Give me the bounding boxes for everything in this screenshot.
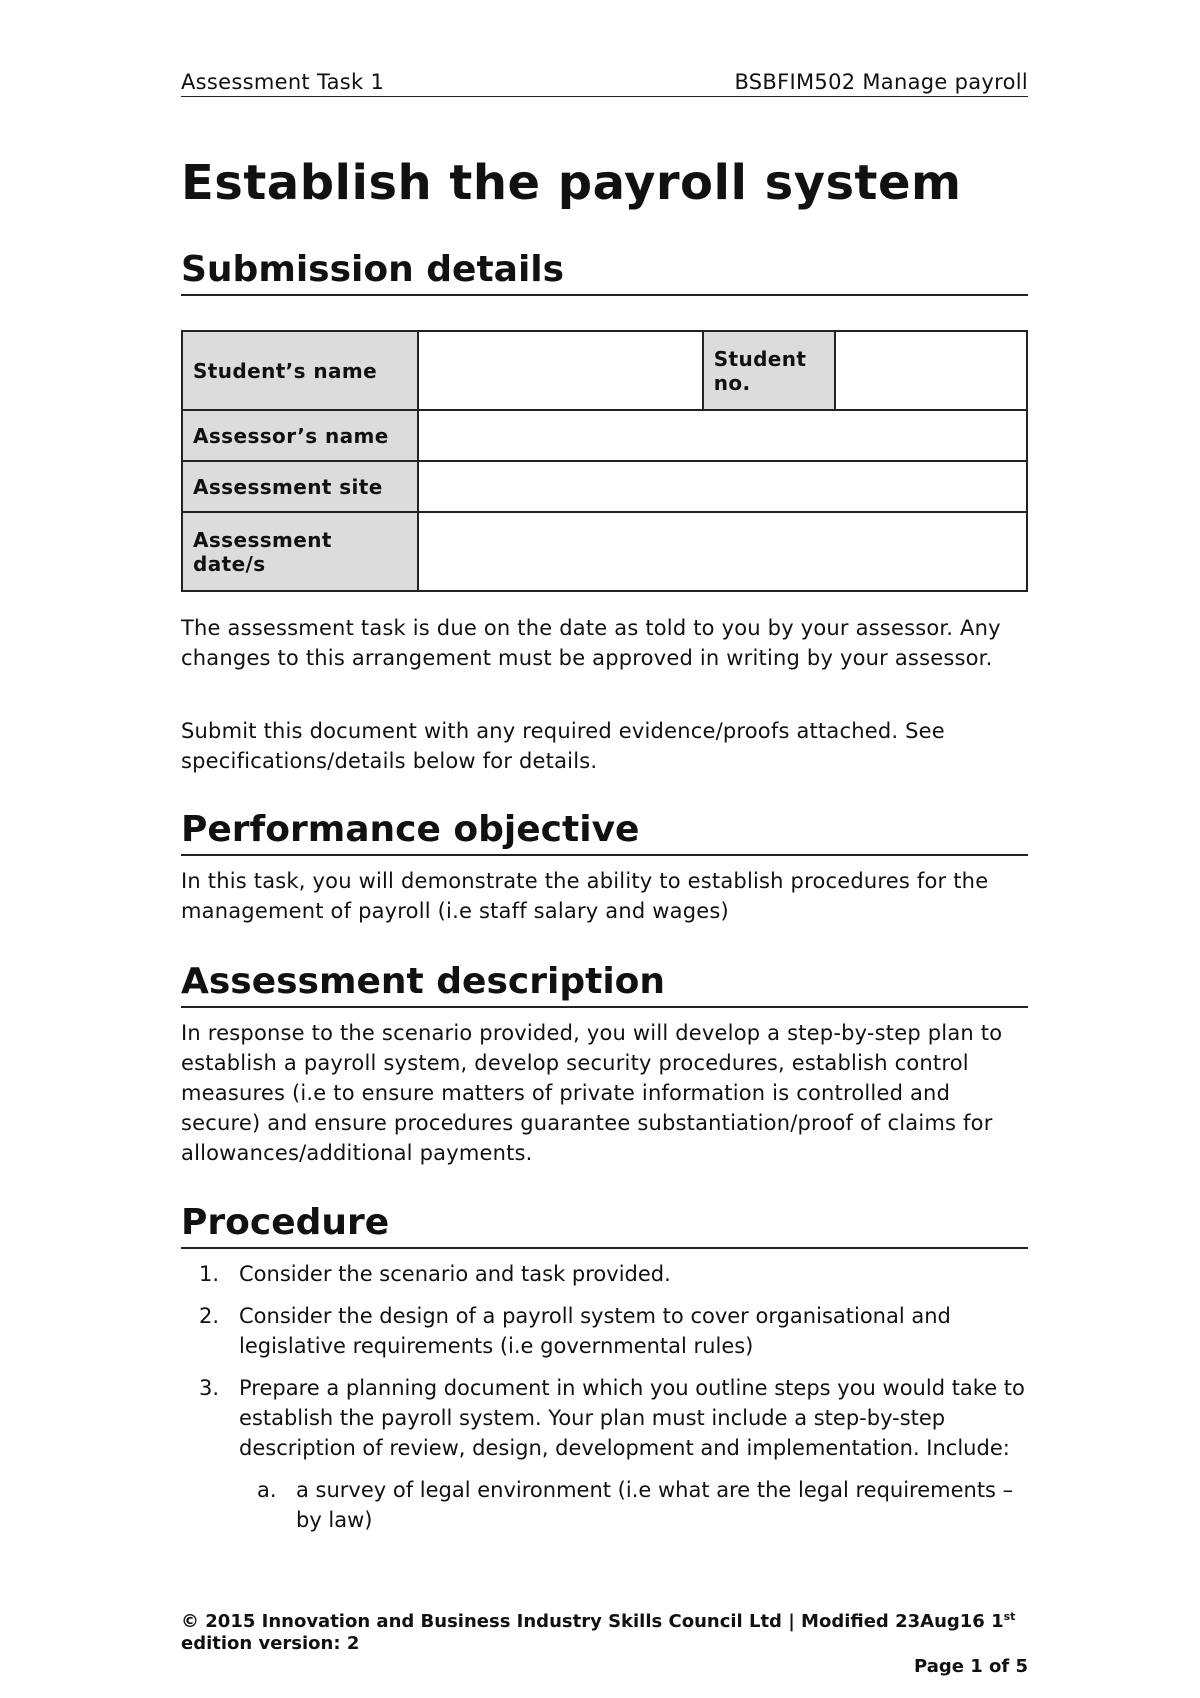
student-name-label: Student’s name <box>182 331 418 410</box>
performance-text: In this task, you will demonstrate the ability to establish procedures for the management of payroll (i.e staff salary and wages) <box>181 869 989 923</box>
assessor-name-field[interactable] <box>418 410 1027 461</box>
assessment-dates-label: Assessment date/s <box>182 512 418 591</box>
submit-paragraph: Submit this document with any required evidence/proofs attached. See specifications/details below for details. <box>181 719 945 773</box>
assessor-name-label: Assessor’s name <box>182 410 418 461</box>
step-number: 2. <box>199 1304 220 1328</box>
copyright-footer <box>181 1606 1028 1655</box>
step-text: Prepare a planning document in which you outline steps you would take to establish the payroll system. Your plan must include a step-by-step description of review, design, development and implementation. Include: <box>239 1376 1025 1460</box>
footer-edition: edition version: 2 <box>181 1633 360 1654</box>
description-text: In response to the scenario provided, you will develop a step-by-step plan to establish a payroll system, develop security procedures, establish control measures (i.e to ensure matters of private information is controlled and secure) and ensure procedures guarantee substantiation/proof of claims for allowances/additional payments. <box>181 1021 1003 1165</box>
running-header <box>181 70 1028 97</box>
header-left: Assessment Task 1 <box>181 70 385 94</box>
list-item <box>181 1259 1028 1289</box>
page-number: Page 1 of 5 <box>914 1656 1028 1677</box>
list-item <box>239 1475 1028 1535</box>
header-right: BSBFIM502 Manage payroll <box>734 70 1028 94</box>
list-item <box>181 1301 1028 1361</box>
step-text: Consider the scenario and task provided. <box>239 1262 671 1286</box>
performance-heading: Performance objective <box>181 808 1028 856</box>
footer-edition-superscript: st <box>1003 1610 1016 1623</box>
procedure-substeps <box>239 1475 1028 1535</box>
student-no-label: Student no. <box>703 331 835 410</box>
submission-heading: Submission details <box>181 248 1028 296</box>
assessment-site-label: Assessment site <box>182 461 418 512</box>
student-no-field[interactable] <box>835 331 1027 410</box>
substep-letter: a. <box>257 1478 277 1502</box>
step-number: 1. <box>199 1262 220 1286</box>
step-text: Consider the design of a payroll system to cover organisational and legislative requirements (i.e governmental rules) <box>239 1304 951 1358</box>
assessment-site-field[interactable] <box>418 461 1027 512</box>
due-date-paragraph: The assessment task is due on the date as told to you by your assessor. Any changes to this arrangement must be approved in writing by your assessor. <box>181 616 1001 670</box>
description-heading: Assessment description <box>181 960 1028 1008</box>
page-title: Establish the payroll system <box>181 155 962 211</box>
footer-copyright: © 2015 Innovation and Business Industry Skills Council Ltd | Modified 23Aug16 1 <box>181 1611 1004 1632</box>
assessment-dates-field[interactable] <box>418 512 1027 591</box>
procedure-heading: Procedure <box>181 1201 1028 1249</box>
list-item <box>181 1373 1028 1535</box>
procedure-steps <box>181 1259 1028 1547</box>
submission-details-table <box>181 330 1028 592</box>
substep-text: a survey of legal environment (i.e what are the legal requirements – by law) <box>296 1478 1014 1532</box>
student-name-field[interactable] <box>418 331 703 410</box>
step-number: 3. <box>199 1376 220 1400</box>
